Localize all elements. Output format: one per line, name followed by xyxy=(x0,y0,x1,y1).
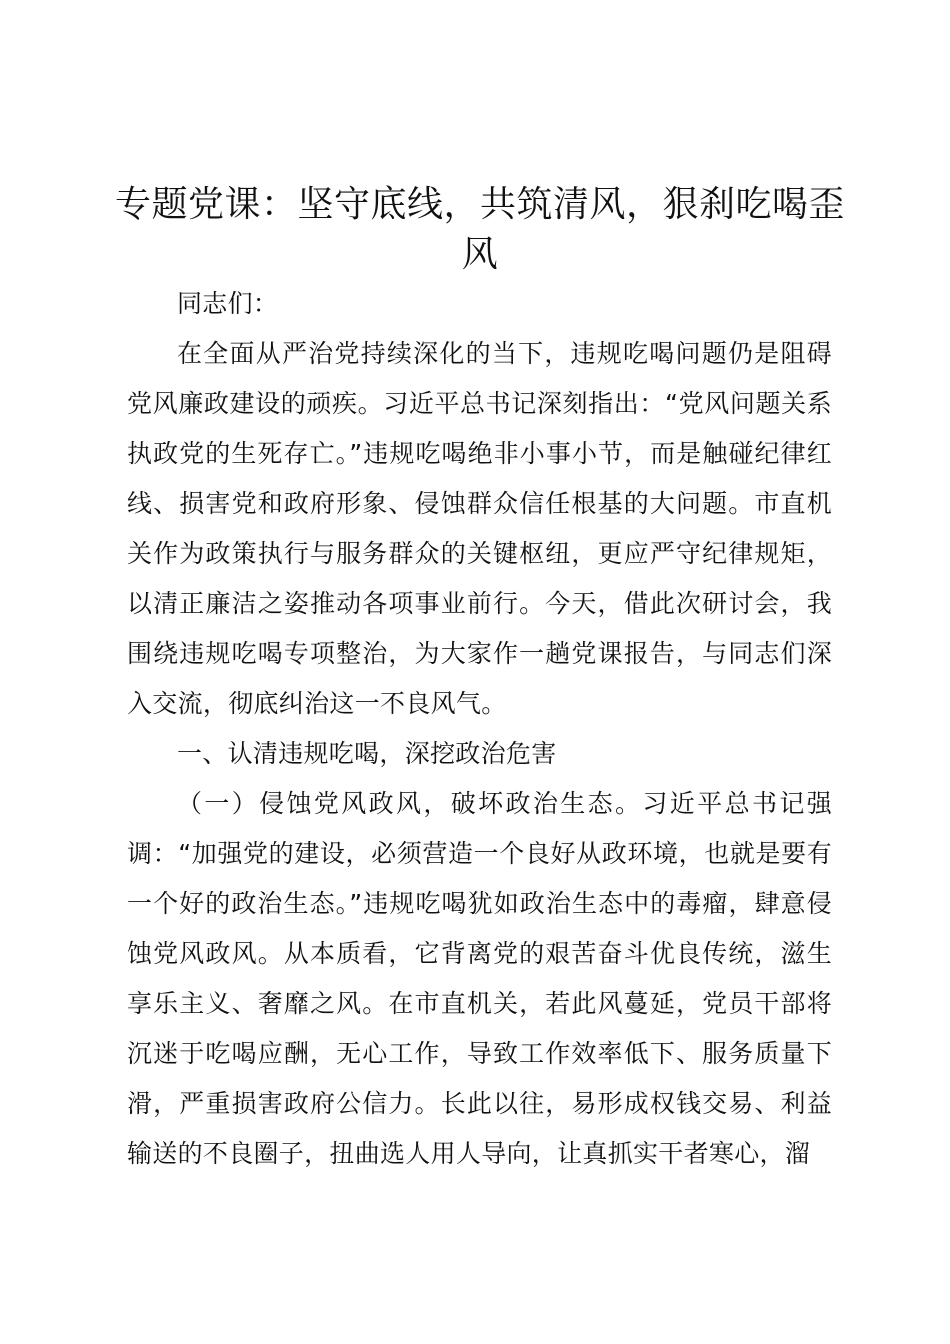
salutation: 同志们： xyxy=(177,289,279,318)
document-title: 专题党课：坚守底线，共筑清风，狠刹吃喝歪风 xyxy=(114,184,845,275)
document-body xyxy=(127,279,832,1179)
intro-paragraph: 在全面从严治党持续深化的当下，违规吃喝问题仍是阻碍党风廉政建设的顽疾。习近平总书记深刻指出：“党风问题关系执政党的生死存亡。”违规吃喝绝非小事小节，而是触碰纪律红线、损害党和政府形象、侵蚀群众信任根基的大问题。市直机关作为政策执行与服务群众的关键枢纽，更应严守纪律规矩，以清正廉洁之姿推动各项事业前行。今天，借此次研讨会，我围绕违规吃喝专项整治，为大家作一趟党课报告，与同志们深入交流，彻底纠治这一不良风气。 xyxy=(127,339,832,718)
subsection-paragraph: （一）侵蚀党风政风，破坏政治生态。习近平总书记强调：“加强党的建设，必须营造一个良好从政环境，也就是要有一个好的政治生态。”违规吃喝犹如政治生态中的毒瘤，肆意侵蚀党风政风。从本质看，它背离党的艰苦奋斗优良传统，滋生享乐主义、奢靡之风。在市直机关，若此风蔓延，党员干部将沉迷于吃喝应酬，无心工作，导致工作效率低下、服务质量下滑，严重损害政府公信力。长此以往，易形成权钱交易、利益输送的不良圈子，扭曲选人用人导向，让真抓实干者寒心，溜 xyxy=(127,789,832,1168)
section-heading: 一、认清违规吃喝，深挖政治危害 xyxy=(177,739,557,768)
